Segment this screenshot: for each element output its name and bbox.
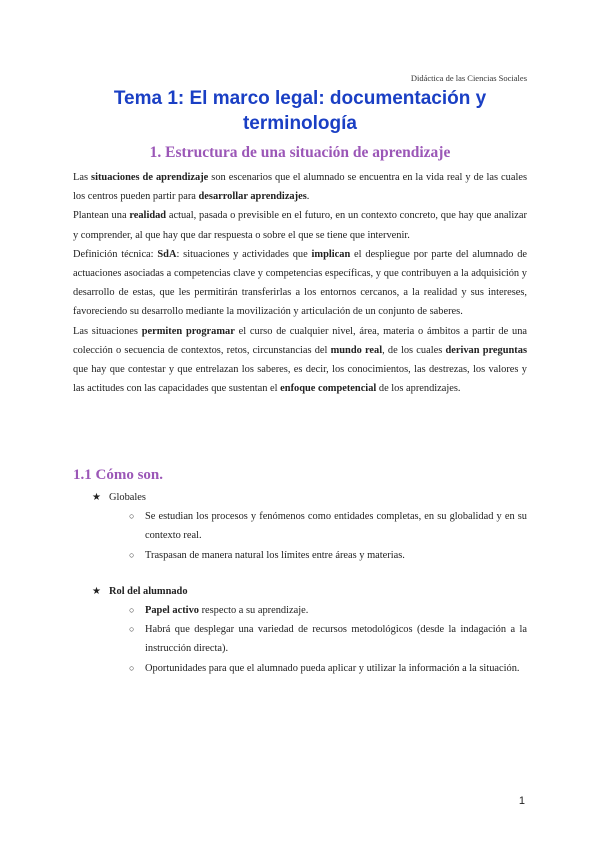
circle-bullet-icon: ○ [129, 605, 135, 616]
circle-bullet-icon: ○ [129, 549, 135, 560]
circle-bullet-icon: ○ [129, 662, 135, 673]
star-bullet-icon: ★ [92, 585, 101, 597]
list-subitem: ○ Habrá que desplegar una variedad de recursos metodológicos (desde la indagación a la instrucción directa). [73, 620, 527, 658]
star-bullet-icon: ★ [92, 492, 101, 503]
running-header: Didáctica de las Ciencias Sociales [410, 73, 527, 83]
section-body [73, 168, 527, 398]
list-subitem: ○ Oportunidades para que el alumnado pueda aplicar y utilizar la información a la situación. [73, 659, 527, 678]
characteristics-list [73, 488, 527, 678]
circle-bullet-icon: ○ [129, 511, 135, 522]
page-number: 1 [518, 795, 525, 807]
paragraph-4: Las situaciones permiten programar el curso de cualquier nivel, área, materia o ámbitos a partir de una colección o secuencia de contextos, retos, circunstancias del mundo real, de los cuales derivan preguntas que hay que contestar y que entrelazan los saberes, es decir, los conocimientos, las destrezas, los valores y las actitudes con las capacidades que sustentan el enfoque competencial de los aprendizajes. [73, 325, 528, 395]
list-item-rol-alumnado: ★ Rol del alumnado [73, 582, 527, 601]
list-subitem: ○ Papel activo respecto a su aprendizaje. [73, 601, 527, 620]
list-subitem: ○ Se estudian los procesos y fenómenos como entidades completas, en su globalidad y en su contexto real. [73, 507, 527, 545]
section-heading: 1. Estructura de una situación de aprendizaje [149, 144, 451, 161]
page-title: Tema 1: El marco legal: documentación y terminología [113, 88, 487, 134]
subsection-heading: 1.1 Cómo son. [73, 467, 164, 483]
list-item-globales: ★ Globales [73, 488, 527, 507]
paragraph-3: Definición técnica: SdA: situaciones y actividades que implican el despliegue por parte del alumnado de actuaciones asociadas a competencias clave y competencias específicas, y que contribuyen a la adquisición y desarrollo de estas, que les permitirán transferirlas a los entornos cercanos, a la realidad y sus intereses, favoreciendo su desarrollo mediante la movilización y articulación de un conjunto de saberes. [73, 248, 527, 318]
paragraph-2: Plantean una realidad actual, pasada o previsible en el futuro, en un contexto concreto, que hay que analizar y comprender, al que hay que dar respuesta o sobre el que se tiene que intervenir. [73, 210, 527, 241]
circle-bullet-icon: ○ [129, 624, 135, 635]
list-subitem: ○ Traspasan de manera natural los límites entre áreas y materias. [73, 546, 527, 565]
paragraph-1: Las situaciones de aprendizaje son escenarios que el alumnado se encuentra en la vida real y de las cuales los centros pueden partir para desarrollar aprendizajes. [73, 172, 527, 203]
